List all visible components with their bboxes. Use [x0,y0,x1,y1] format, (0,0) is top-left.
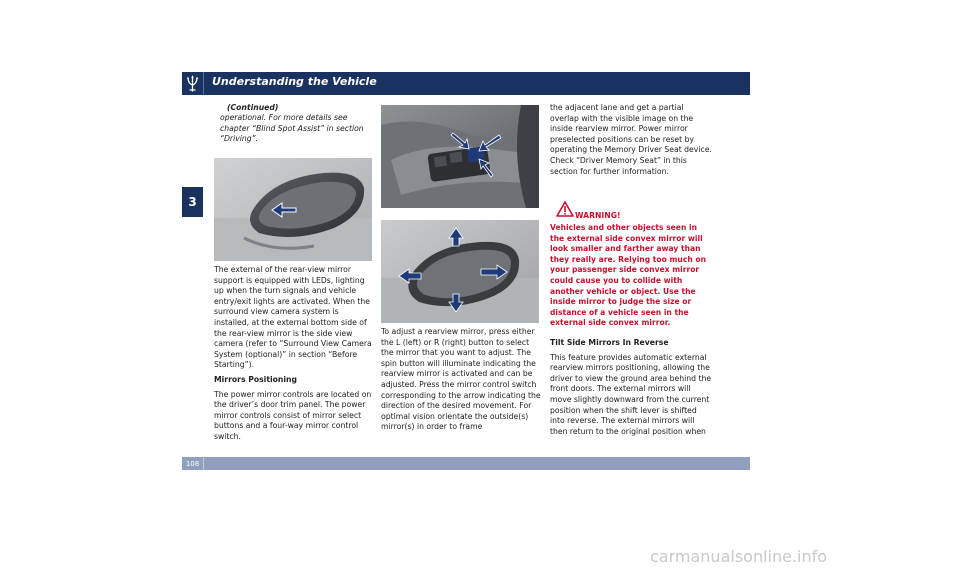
chapter-tab: 3 [182,187,203,217]
note-text: operational. For more details see chapter “Blind Spot Assist” in section “Driving”. [220,113,364,143]
power-mirror-paragraph: The power mirror controls are located on the driver’s door trim panel. The power mirror controls consist of mirror select buttons and a four-way mirror control switch. [214,389,372,441]
warning-body: Vehicles and other objects seen in the external side convex mirror will look smaller and farther away than they really are. Relying too much on your passenger side convex mirror could cause you to collide with another vehicle or object. Use the inside mirror to judge the size or distance of a vehicle seen in the external side convex mirror. [550,223,706,328]
trident-icon [182,72,204,95]
mirrors-positioning-heading: Mirrors Positioning [214,374,297,384]
column-3 [550,103,712,177]
tilt-mirrors-paragraph: This feature provides automatic external rearview mirrors positioning, allowing the driver to view the ground area behind the front doors. The external mirrors will move slightly downward from the current position when the shift lever is shifted into reverse. The external mirrors will then return to the original position when [550,352,712,436]
mirror-led-paragraph: The external of the rear-view mirror support is equipped with LEDs, lighting up when the turn signals and vehicle entry/exit lights are activated. When the surround view camera system is installed, at the external bottom side of the rear-view mirror is the side view camera (refer to “Surround View Camera System (optional)” in section “Before Starting”). [214,265,372,370]
warning-triangle-icon [556,201,574,221]
adjust-mirror-paragraph: To adjust a rearview mirror, press either the L (left) or R (right) button to select the mirror that you want to adjust. The spin button will illuminate indicating the rearview mirror is activated and can be adjusted. Press the mirror control switch corresponding to the arrow indicating the direction of the desired movement. For optimal vision orientate the outside(s) mirror(s) in order to frame [381,327,541,432]
door-controls-photo [381,105,539,208]
adjacent-lane-paragraph: the adjacent lane and get a partial overlap with the visible image on the inside rearview mirror. Power mirror preselected positions can be reset by operating the Memory Driver Seat device. Check “Driver Memory Seat” in this section for further information. [550,103,712,176]
column-2 [381,327,543,433]
mirror-adjust-photo [381,220,539,323]
column-3-lower [550,336,712,437]
warning-title: WARNING! [575,211,621,220]
column-1 [214,265,374,443]
continued-label: (Continued) [227,103,279,112]
page-header-title: Understanding the Vehicle [212,75,377,88]
footer-bar [182,457,750,470]
watermark: carmanualsonline.info [650,547,828,566]
tilt-mirrors-heading: Tilt Side Mirrors In Reverse [550,338,669,347]
mirror-led-photo [214,158,372,261]
header-bar [182,72,750,95]
page-number: 108 [182,457,204,470]
